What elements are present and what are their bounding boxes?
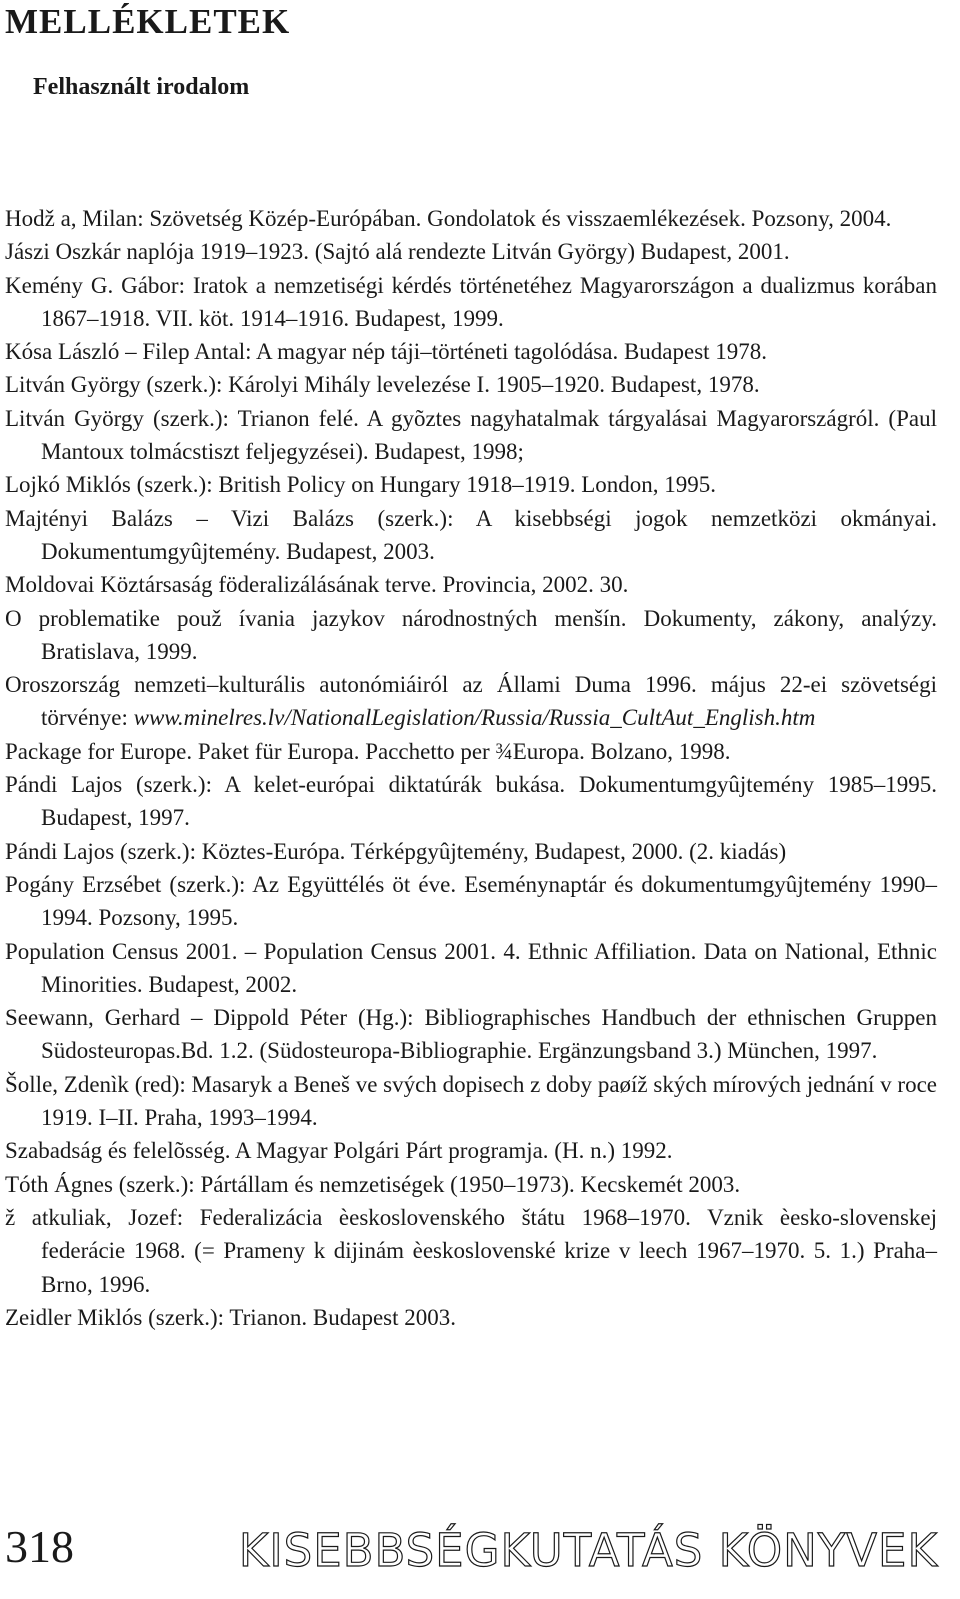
reference-item bbox=[5, 602, 937, 669]
reference-text: Moldovai Köztársaság föderalizálásának terve. Provincia, 2002. 30. bbox=[5, 572, 629, 598]
reference-item bbox=[5, 402, 937, 469]
reference-item bbox=[5, 868, 937, 935]
reference-text: Lojkó Miklós (szerk.): British Policy on Hungary 1918–1919. London, 1995. bbox=[5, 472, 717, 498]
reference-url[interactable]: www.minelres.lv/NationalLegislation/Russia/Russia_CultAut_English.htm bbox=[133, 705, 816, 731]
reference-text: Oroszország nemzeti–kulturális autonómiáiról az Állami Duma 1996. május 22-ei szövetségi törvénye: bbox=[5, 672, 937, 731]
reference-text: Szabadság és felelõsség. A Magyar Polgári Párt programja. (H. n.) 1992. bbox=[5, 1138, 673, 1164]
reference-text: Pándi Lajos (szerk.): Köztes-Európa. Térképgyûjtemény, Budapest, 2000. (2. kiadás) bbox=[5, 838, 787, 864]
reference-item bbox=[5, 502, 937, 569]
page-title: MELLÉKLETEK bbox=[5, 2, 291, 41]
reference-text: Litván György (szerk.): Trianon felé. A gyõztes nagyhatalmak tárgyalásai Magyarországról. (Paul Mantoux tolmácstiszt feljegyzései). Budapest, 1998; bbox=[5, 405, 937, 465]
reference-text: Population Census 2001. – Population Census 2001. 4. Ethnic Affiliation. Data on National, Ethnic Minorities. Budapest, 2002. bbox=[5, 938, 937, 997]
reference-text: Kemény G. Gábor: Iratok a nemzetiségi kérdés történetéhez Magyarországon a dualizmus korában 1867–1918. VII. köt. 1914–1916. Budapest, 1999. bbox=[5, 272, 937, 331]
reference-item bbox=[5, 468, 937, 501]
reference-item bbox=[5, 269, 937, 336]
reference-item bbox=[5, 202, 937, 235]
reference-item bbox=[5, 835, 937, 868]
reference-text: Seewann, Gerhard – Dippold Péter (Hg.): Bibliographisches Handbuch der ethnischen Gruppen Südosteuropas.Bd. 1.2. (Südosteuropa-Bibliographie. Ergänzungsband 3.) München, 1997. bbox=[5, 1005, 937, 1064]
reference-item bbox=[5, 235, 937, 268]
reference-text: Jászi Oszkár naplója 1919–1923. (Sajtó alá rendezte Litván György) Budapest, 2001. bbox=[5, 239, 790, 265]
reference-text: Package for Europe. Paket für Europa. Pacchetto per ¾Europa. Bolzano, 1998. bbox=[5, 738, 731, 764]
reference-text: Kósa László – Filep Antal: A magyar nép táji–történeti tagolódása. Budapest 1978. bbox=[5, 339, 768, 365]
reference-item bbox=[5, 1068, 937, 1135]
reference-list bbox=[5, 202, 937, 1334]
reference-text: Tóth Ágnes (szerk.): Pártállam és nemzetiségek (1950–1973). Kecskemét 2003. bbox=[5, 1171, 741, 1197]
reference-text: Pogány Erzsébet (szerk.): Az Együttélés öt éve. Eseménynaptár és dokumentumgyûjtemény 1990–1994. Pozsony, 1995. bbox=[5, 871, 937, 931]
reference-item bbox=[5, 568, 937, 601]
reference-text: Litván György (szerk.): Károlyi Mihály levelezése I. 1905–1920. Budapest, 1978. bbox=[5, 372, 760, 398]
reference-text: ž atkuliak, Jozef: Federalizácia èeskoslovenského štátu 1968–1970. Vznik èesko-slovenskej federácie 1968. (= Prameny k dijinám èeskoslovenské krize v leech 1967–1970. 5. 1.) Praha–Brno, 1996. bbox=[5, 1204, 937, 1297]
reference-item bbox=[5, 1168, 937, 1201]
page-number: 318 bbox=[5, 1521, 74, 1572]
reference-item bbox=[5, 935, 937, 1002]
section-title: Felhasznált irodalom bbox=[33, 74, 250, 100]
reference-text: O problematike použ ívania jazykov národnostných menšín. Dokumenty, zákony, analýzy. Bratislava, 1999. bbox=[5, 605, 937, 664]
reference-item bbox=[5, 668, 937, 735]
reference-item bbox=[5, 735, 937, 768]
reference-text: Zeidler Miklós (szerk.): Trianon. Budapest 2003. bbox=[5, 1304, 457, 1330]
reference-text: Hodž a, Milan: Szövetség Közép-Európában. Gondolatok és visszaemlékezések. Pozsony, 2004. bbox=[5, 206, 892, 231]
reference-text: Majtényi Balázs – Vizi Balázs (szerk.): A kisebbségi jogok nemzetközi okmányai. Dokumentumgyûjtemény. Budapest, 2003. bbox=[5, 505, 937, 564]
reference-text: Pándi Lajos (szerk.): A kelet-európai diktatúrák bukása. Dokumentumgyûjtemény 1985–1995. Budapest, 1997. bbox=[5, 772, 937, 831]
reference-item bbox=[5, 1134, 937, 1167]
reference-item bbox=[5, 1201, 937, 1301]
series-title: KISEBBSÉGKUTATÁS KÖNYVEK bbox=[238, 1524, 938, 1577]
reference-item bbox=[5, 335, 937, 368]
reference-item bbox=[5, 1301, 937, 1334]
reference-item bbox=[5, 368, 937, 401]
reference-text: Šolle, Zdenìk (red): Masaryk a Beneš ve svých dopisech z doby paøíž ských mírových jednání v roce 1919. I–II. Praha, 1993–1994. bbox=[5, 1071, 937, 1131]
reference-item bbox=[5, 768, 937, 835]
reference-item bbox=[5, 1001, 937, 1068]
